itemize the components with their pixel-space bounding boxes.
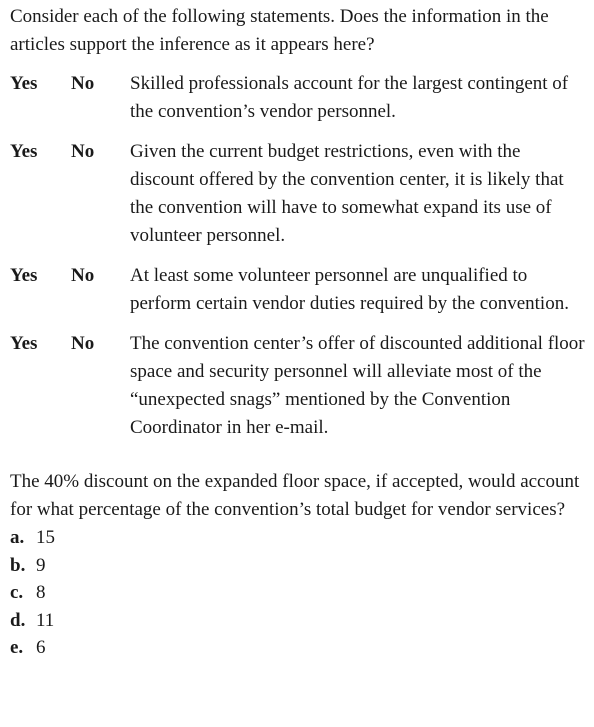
statement-text: Skilled professionals account for the largest contingent of the convention’s vendor personnel. — [130, 73, 569, 122]
choice-letter: b. — [10, 554, 26, 576]
yes-option[interactable]: Yes — [10, 333, 38, 354]
choice-value: 15 — [36, 527, 55, 548]
no-option[interactable]: No — [71, 141, 95, 162]
choice-e[interactable] — [10, 634, 588, 662]
yes-option[interactable]: Yes — [10, 73, 38, 94]
choice-value: 6 — [36, 637, 46, 659]
no-option[interactable]: No — [71, 333, 95, 354]
no-option[interactable]: No — [71, 265, 95, 286]
choice-value: 8 — [36, 582, 46, 604]
choice-c[interactable] — [10, 579, 588, 607]
statement-text: The convention center’s offer of discounted additional floor space and security personnel will alleviate most of the “unexpected snags” mentioned by the Convention Coordinator in her e-mail. — [130, 333, 585, 438]
choice-letter: d. — [10, 609, 26, 631]
yes-option[interactable]: Yes — [10, 265, 38, 286]
statement-row-3 — [10, 262, 588, 318]
statement-row-4 — [10, 330, 588, 442]
answer-choices — [10, 524, 588, 662]
statement-list — [10, 70, 588, 442]
choice-letter: a. — [10, 527, 25, 548]
yes-option[interactable]: Yes — [10, 141, 38, 162]
choice-letter: c. — [10, 582, 24, 604]
choice-value: 9 — [36, 554, 46, 576]
statement-text: Given the current budget restrictions, even with the discount offered by the convention center, it is likely that the convention will have to somewhat expand its use of volunteer personnel. — [130, 141, 564, 246]
statement-row-1 — [10, 70, 588, 126]
question-page — [10, 3, 588, 662]
choice-d[interactable] — [10, 607, 588, 635]
statement-text: At least some volunteer personnel are unqualified to perform certain vendor duties required by the convention. — [130, 265, 569, 314]
choice-b[interactable] — [10, 552, 588, 580]
instructions-text: Consider each of the following statements. Does the information in the articles support the inference as it appears here? — [10, 6, 549, 55]
choice-letter: e. — [10, 637, 24, 659]
statement-row-2 — [10, 138, 588, 250]
choice-a[interactable] — [10, 524, 588, 552]
choice-value: 11 — [36, 609, 55, 631]
no-option[interactable]: No — [71, 73, 95, 94]
question-text: The 40% discount on the expanded floor space, if accepted, would account for what percentage of the convention’s total budget for vendor services? — [10, 471, 580, 520]
